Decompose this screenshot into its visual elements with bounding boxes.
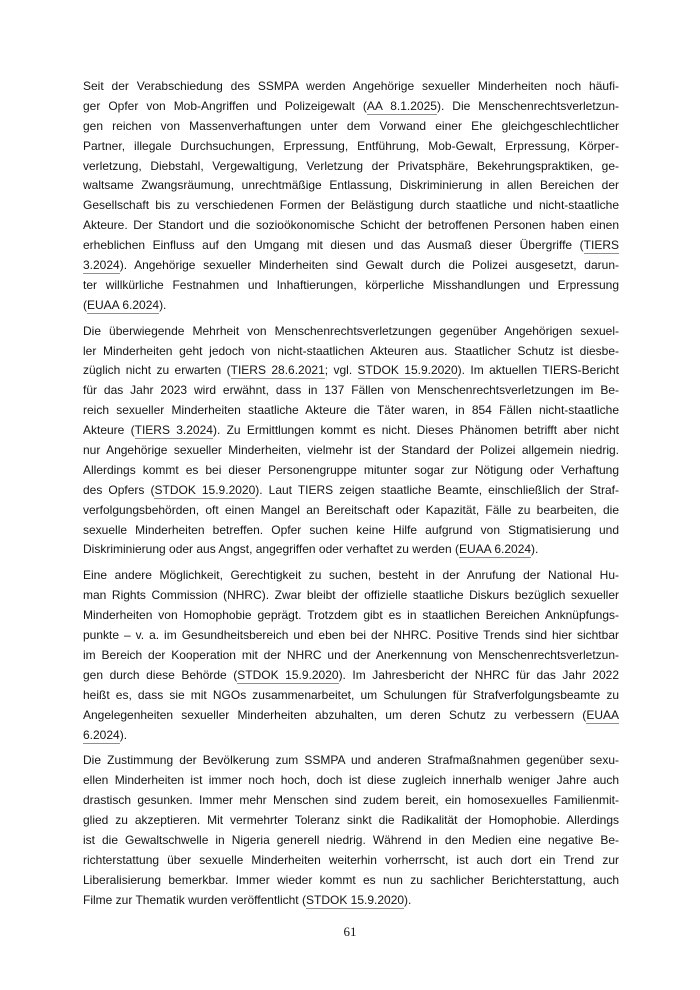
- text-line: gen durch diese Behörde (STDOK 15.9.2020). Im Jahresbericht der NHRC für das Jahr 2022: [83, 667, 619, 682]
- text-line: verletzung, Diebstahl, Vergewaltigung, Verletzung der Privatsphäre, Bekehrungspraktiken, ge-: [83, 158, 619, 173]
- text-line: Allerdings kommt es bei dieser Personengruppe mitunter sogar zur Nötigung oder Verhaftung: [83, 462, 619, 477]
- text-line: glied zu akzeptieren. Mit vermehrter Toleranz sinkt die Radikalität der Homophobie. Allerdings: [83, 813, 619, 828]
- text-line: richterstattung über sexuelle Minderheiten weiterhin vorherrscht, ist auch dort ein Trend zur: [83, 852, 619, 867]
- text-line: reich sexueller Minderheiten staatliche Akteure die Täter waren, in 854 Fällen nicht-staatliche: [83, 403, 619, 418]
- text-line: Die überwiegende Mehrheit von Menschenrechtsverletzungen gegenüber Angehörigen sexuel-: [83, 323, 619, 338]
- citation-link[interactable]: EUAA: [586, 707, 619, 722]
- text-line: für das Jahr 2023 wird erwähnt, dass in 137 Fällen von Menschenrechtsverletzungen im Be-: [83, 383, 619, 398]
- paragraph: [83, 566, 619, 745]
- text-line: Gesellschaft bis zu verschiedenen Formen der Belästigung durch staatliche und nicht-staatliche: [83, 198, 619, 213]
- text-line: Minderheiten von Homophobie geprägt. Trotzdem gibt es in staatlichen Bereichen Anknüpfungs-: [83, 608, 619, 623]
- document-body: [83, 77, 619, 911]
- citation-link[interactable]: 3.2024: [83, 258, 120, 273]
- citation-link[interactable]: AA 8.1.2025: [366, 98, 437, 113]
- text-line: im Bereich der Kooperation mit der NHRC und der Anerkennung von Menschenrechtsverletzun-: [83, 647, 619, 662]
- text-line: des Opfers (STDOK 15.9.2020). Laut TIERS zeigen staatliche Beamte, einschließlich der Straf-: [83, 482, 619, 497]
- text-line: 6.2024).: [83, 727, 128, 742]
- citation-link[interactable]: TIERS 28.6.2021: [230, 363, 325, 378]
- text-line: gen reichen von Massenverhaftungen unter dem Vorwand einer Ehe gleichgeschlechtlicher: [83, 118, 619, 133]
- text-line: verfolgungsbehörden, oft einen Mangel an Bereitschaft oder Kapazität, Fälle zu bearbeiten, die: [83, 502, 619, 517]
- text-line: heißt es, dass sie mit NGOs zusammenarbeitet, um Schulungen für Strafverfolgungsbeamte zu: [83, 687, 619, 702]
- page-number: 61: [343, 924, 357, 939]
- text-line: waltsame Zwangsräumung, unrechtmäßige Entlassung, Diskriminierung in allen Bereichen der: [83, 178, 619, 193]
- text-line: erheblichen Einfluss auf den Umgang mit diesen und das Ausmaß dieser Übergriffe (TIERS: [83, 238, 619, 253]
- citation-link[interactable]: EUAA 6.2024: [87, 297, 160, 312]
- text-line: Diskriminierung oder aus Angst, angegriffen oder verhaftet zu werden (EUAA 6.2024).: [83, 542, 539, 557]
- text-line: man Rights Commission (NHRC). Zwar bleibt der offizielle staatliche Diskurs bezüglich sexueller: [83, 588, 619, 603]
- text-line: Akteure. Der Standort und die sozioökonomische Schicht der betroffenen Personen haben einen: [83, 218, 619, 233]
- text-line: züglich nicht zu erwarten (TIERS 28.6.2021; vgl. STDOK 15.9.2020). Im aktuellen TIERS-Bericht: [83, 363, 619, 378]
- citation-link[interactable]: STDOK 15.9.2020: [305, 892, 405, 907]
- text-line: ist die Gewaltschwelle in Nigeria generell niedrig. Während in den Medien eine negative Be-: [83, 832, 619, 847]
- citation-link[interactable]: STDOK 15.9.2020: [154, 482, 256, 497]
- citation-link[interactable]: TIERS 3.2024: [134, 423, 213, 438]
- paragraph: [83, 751, 619, 910]
- citation-link[interactable]: 6.2024: [83, 727, 120, 742]
- text-line: punkte – v. a. im Gesundheitsbereich und eben bei der NHRC. Positive Trends sind hier sichtbar: [83, 628, 619, 643]
- paragraph: [83, 77, 619, 316]
- text-line: ter willkürliche Festnahmen und Inhaftierungen, körperliche Misshandlungen und Erpressung: [83, 277, 619, 292]
- paragraph: [83, 322, 619, 561]
- text-line: Eine andere Möglichkeit, Gerechtigkeit zu suchen, besteht in der Anrufung der National Hu-: [83, 568, 619, 583]
- text-line: Partner, illegale Durchsuchungen, Erpressung, Entführung, Mob-Gewalt, Erpressung, Körper-: [83, 138, 619, 153]
- citation-link[interactable]: STDOK 15.9.2020: [237, 667, 339, 682]
- text-line: drastisch gesunken. Immer mehr Menschen sind zudem bereit, ein homosexuelles Familienmit-: [83, 793, 619, 808]
- text-line: Die Zustimmung der Bevölkerung zum SSMPA und anderen Strafmaßnahmen gegenüber sexu-: [83, 753, 619, 768]
- text-line: Filme zur Thematik wurden veröffentlicht (STDOK 15.9.2020).: [83, 892, 412, 907]
- text-line: Liberalisierung bemerkbar. Immer wieder kommt es nun zu sachlicher Berichterstattung, auch: [83, 872, 619, 887]
- text-line: (EUAA 6.2024).: [83, 297, 167, 312]
- text-line: nur Angehörige sexueller Minderheiten, vielmehr ist der Standard der Polizei allgemein niedrig.: [83, 443, 619, 458]
- text-line: Angelegenheiten sexueller Minderheiten abzuhalten, um deren Schutz zu verbessern (EUAA: [83, 707, 619, 722]
- text-line: sexuelle Minderheiten betreffen. Opfer suchen keine Hilfe aufgrund von Stigmatisierung und: [83, 522, 619, 537]
- text-line: ellen Minderheiten ist immer noch hoch, doch ist diese zugleich innerhalb weniger Jahre auch: [83, 773, 619, 788]
- text-line: Seit der Verabschiedung des SSMPA werden Angehörige sexueller Minderheiten noch häufi-: [83, 79, 619, 93]
- citation-link[interactable]: TIERS: [583, 238, 619, 253]
- text-line: 3.2024). Angehörige sexueller Minderheiten sind Gewalt durch die Polizei ausgesetzt, darun-: [83, 258, 619, 273]
- text-line: Akteure (TIERS 3.2024). Zu Ermittlungen kommt es nicht. Dieses Phänomen betrifft aber nicht: [83, 423, 619, 438]
- citation-link[interactable]: EUAA 6.2024: [458, 542, 532, 557]
- text-line: ler Minderheiten geht jedoch von nicht-staatlichen Akteuren aus. Staatlicher Schutz ist diesbe-: [83, 343, 619, 358]
- text-line: ger Opfer von Mob-Angriffen und Polizeigewalt (AA 8.1.2025). Die Menschenrechtsverletzun-: [83, 98, 619, 113]
- citation-link[interactable]: STDOK 15.9.2020: [357, 363, 458, 378]
